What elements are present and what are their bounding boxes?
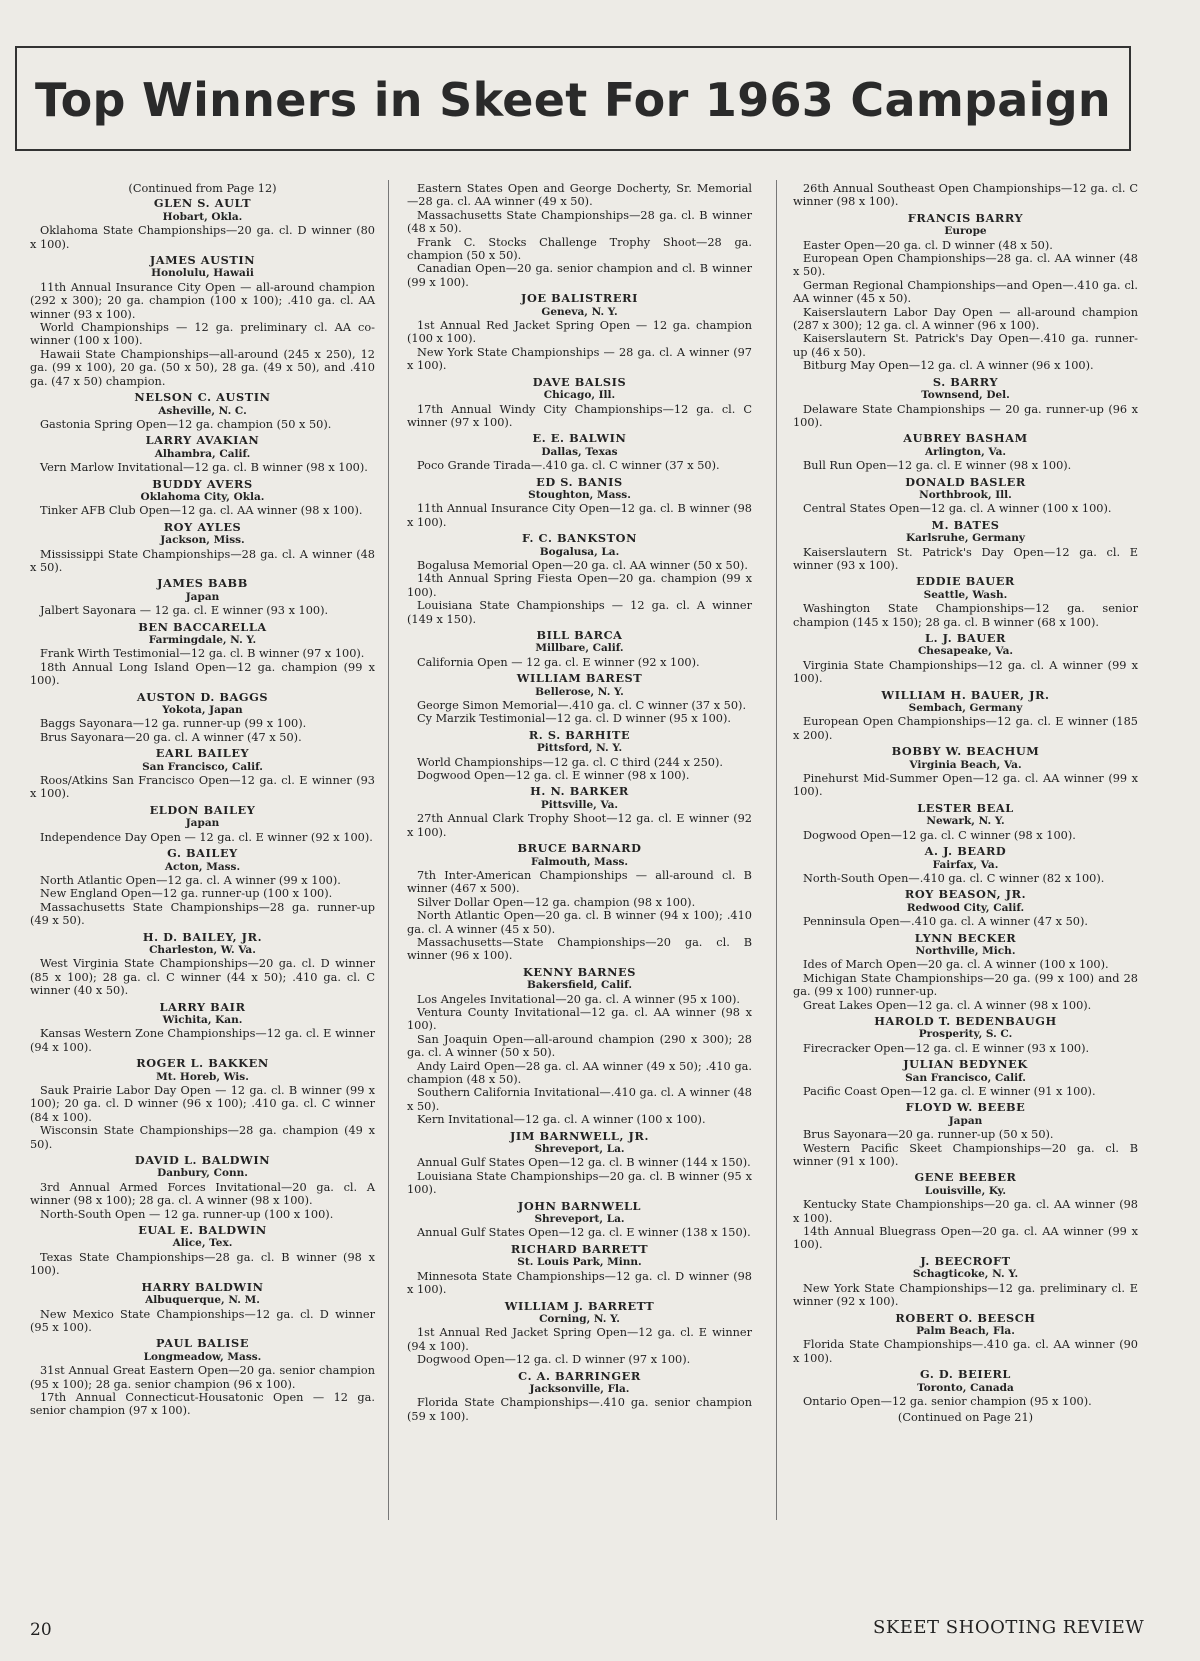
winner-location: Charleston, W. Va. [149, 943, 256, 956]
winner-record: North-South Open — 12 ga. runner-up (100 x 100). [40, 1207, 334, 1221]
winner-location: Honolulu, Hawaii [151, 267, 254, 280]
winner-location: Japan [185, 817, 220, 830]
winner-record: Massachusetts—State Championships—20 ga. cl. B winner (96 x 100). [407, 935, 752, 963]
winner-record: Ventura County Invitational—12 ga. cl. AA winner (98 x 100). [407, 1005, 752, 1033]
winner-record: Silver Dollar Open—12 ga. champion (98 x 100). [417, 895, 696, 909]
page-number: 20 [30, 1620, 52, 1640]
winner-entry [30, 747, 375, 801]
winner-entry [407, 1200, 752, 1240]
winner-location: Sembach, Germany [908, 702, 1023, 715]
winner-record: World Championships—12 ga. cl. C third (244 x 250). [417, 755, 723, 769]
winner-name: LARRY AVAKIAN [145, 433, 260, 448]
winner-name: S. BARRY [932, 374, 999, 389]
winner-entry [30, 1224, 375, 1278]
winner-name: A. J. BEARD [924, 844, 1007, 859]
winner-entry [793, 1171, 1138, 1251]
winner-location: Danbury, Conn. [157, 1167, 248, 1180]
winner-location: Corning, N. Y. [539, 1312, 620, 1325]
winner-record: Independence Day Open — 12 ga. cl. E winner (92 x 100). [40, 830, 373, 844]
winner-record: Kentucky State Championships—20 ga. cl. AA winner (98 x 100). [793, 1198, 1138, 1225]
winner-record: Oklahoma State Championships—20 ga. cl. D winner (80 x 100). [30, 224, 375, 251]
winner-entry [793, 802, 1138, 842]
winner-name: DAVID L. BALDWIN [134, 1153, 271, 1168]
winner-record: New York State Championships—12 ga. preliminary cl. E winner (92 x 100). [793, 1281, 1138, 1309]
winner-entry [30, 391, 375, 431]
winner-location: Newark, N. Y. [926, 815, 1005, 828]
winner-record: Jalbert Sayonara — 12 ga. cl. E winner (93 x 100). [40, 604, 329, 618]
winner-location: Oklahoma City, Okla. [140, 490, 265, 503]
winner-name: BRUCE BARNARD [517, 841, 642, 856]
winner-location: Alhambra, Calif. [154, 447, 251, 460]
winner-record: 1st Annual Red Jacket Spring Open—12 ga. cl. E winner (94 x 100). [407, 1326, 752, 1353]
winner-record: Mississippi State Championships—28 ga. cl. A winner (48 x 50). [30, 547, 375, 574]
winner-name: LARRY BAIR [159, 999, 246, 1014]
winner-name: WILLIAM J. BARRETT [504, 1298, 655, 1313]
winner-record: California Open — 12 ga. cl. E winner (92 x 100). [417, 655, 700, 669]
winner-location: Falmouth, Mass. [530, 855, 629, 868]
winner-location: Jacksonville, Fla. [529, 1382, 630, 1395]
winner-record: German Regional Championships—and Open—.410 ga. cl. AA winner (45 x 50). [793, 278, 1138, 306]
winner-entry [793, 632, 1138, 686]
winner-entry [30, 691, 375, 745]
winner-record: New England Open—12 ga. runner-up (100 x 100). [40, 887, 333, 901]
winner-location: Longmeadow, Mass. [143, 1350, 262, 1363]
winner-record: Dogwood Open—12 ga. cl. D winner (97 x 100). [417, 1353, 691, 1367]
winner-entry [407, 1130, 752, 1197]
winner-name: G. BAILEY [167, 846, 238, 861]
winner-entry [793, 432, 1138, 472]
winner-name: WILLIAM H. BAUER, JR. [881, 687, 1050, 702]
winner-record: 11th Annual Insurance City Open—12 ga. cl. B winner (98 x 100). [407, 502, 752, 529]
winner-record: Kaiserslautern St. Patrick's Day Open—.410 ga. runner-up (46 x 50). [793, 332, 1138, 359]
winner-record: Brus Sayonara—20 ga. runner-up (50 x 50). [803, 1128, 1054, 1142]
winner-location: Albuquerque, N. M. [145, 1294, 260, 1307]
winner-record: European Open Championships—28 ga. cl. AA winner (48 x 50). [793, 252, 1138, 279]
winner-record: Frank Wirth Testimonial—12 ga. cl. B winner (97 x 100). [40, 647, 365, 661]
winner-location: St. Louis Park, Minn. [517, 1256, 642, 1269]
winner-record: San Joaquin Open—all-around champion (290 x 300); 28 ga. cl. A winner (50 x 50). [407, 1032, 752, 1060]
winner-record: Massachusetts State Championships—28 ga. cl. B winner (48 x 50). [407, 208, 752, 236]
winner-name: ELDON BAILEY [149, 802, 256, 817]
winner-name: PAUL BALISE [155, 1336, 250, 1351]
winner-name: BOBBY W. BEACHUM [891, 744, 1040, 759]
winner-entry [30, 1057, 375, 1151]
winner-location: Jackson, Miss. [160, 534, 245, 547]
winner-entry [793, 888, 1138, 928]
winner-name: M. BATES [931, 517, 1000, 532]
winner-name: C. A. BARRINGER [518, 1368, 641, 1383]
winner-location: Wichita, Kan. [162, 1013, 243, 1026]
winner-record: Washington State Championships—12 ga. senior champion (145 x 150); 28 ga. cl. B winner (68 x 100). [793, 602, 1138, 629]
winner-location: Seattle, Wash. [923, 588, 1008, 601]
winner-location: Virginia Beach, Va. [909, 758, 1022, 771]
winner-entry [793, 182, 1138, 209]
winner-name: AUBREY BASHAM [903, 431, 1028, 446]
winner-record: Annual Gulf States Open—12 ga. cl. E winner (138 x 150). [417, 1226, 751, 1240]
winner-location: Millbare, Calif. [535, 642, 624, 655]
winner-location: Pittsville, Va. [540, 798, 619, 811]
winner-record: Kaiserslautern Labor Day Open — all-around champion (287 x 300); 12 ga. cl. A winner (96 x 100). [793, 305, 1138, 333]
winner-location: Mt. Horeb, Wis. [156, 1070, 249, 1083]
winner-record: Delaware State Championships — 20 ga. runner-up (96 x 100). [793, 402, 1138, 429]
winner-record: Brus Sayonara—20 ga. cl. A winner (47 x 50). [40, 730, 302, 744]
winner-record: West Virginia State Championships—20 ga. cl. D winner (85 x 100); 28 ga. cl. C winner (44 x 50); .410 ga. cl. C winner (40 x 50). [30, 957, 375, 998]
winner-record: 3rd Annual Armed Forces Invitational—20 ga. cl. A winner (98 x 100); 28 ga. cl. A winner (98 x 100). [30, 1180, 375, 1208]
winner-record: Bitburg May Open—12 ga. cl. A winner (96 x 100). [803, 359, 1094, 373]
winner-entry [30, 1154, 375, 1221]
winner-record: Sauk Prairie Labor Day Open — 12 ga. cl. B winner (99 x 100); 20 ga. cl. D winner (96 x 100); .410 ga. cl. C winner (84 x 100). [30, 1084, 375, 1124]
winner-name: LESTER BEAL [917, 800, 1014, 815]
winner-name: R. S. BARHITE [528, 727, 631, 742]
winner-name: EARL BAILEY [155, 746, 250, 761]
winner-name: ED S. BANIS [536, 474, 623, 489]
winner-entry [30, 434, 375, 474]
winner-entry [407, 476, 752, 530]
winner-entry [407, 629, 752, 669]
winner-record: Pinehurst Mid-Summer Open—12 ga. cl. AA winner (99 x 100). [793, 772, 1138, 799]
winner-name: BEN BACCARELLA [138, 619, 267, 634]
winner-location: Bellerose, N. Y. [535, 685, 624, 698]
winner-location: Bakersfield, Calif. [527, 979, 632, 992]
winner-entry [407, 292, 752, 372]
winner-record: Minnesota State Championships—12 ga. cl. D winner (98 x 100). [407, 1269, 752, 1297]
winner-entry [407, 432, 752, 472]
winner-location: Japan [948, 1114, 983, 1127]
winner-record: North-South Open—.410 ga. cl. C winner (82 x 100). [803, 871, 1105, 885]
winner-location: Chicago, Ill. [543, 389, 616, 402]
winner-name: DONALD BASLER [905, 474, 1026, 489]
column-2 [407, 182, 752, 1426]
winner-entry [30, 1337, 375, 1417]
winner-location: Palm Beach, Fla. [916, 1324, 1015, 1337]
winner-record: Gastonia Spring Open—12 ga. champion (50 x 50). [40, 417, 332, 431]
winner-entry [30, 1281, 375, 1335]
winner-record: Penninsula Open—.410 ga. cl. A winner (47 x 50). [803, 915, 1088, 929]
winner-entry [407, 532, 752, 626]
winner-record: Vern Marlow Invitational—12 ga. cl. B winner (98 x 100). [40, 461, 368, 475]
winner-record: Baggs Sayonara—12 ga. runner-up (99 x 100). [40, 717, 307, 731]
winner-name: F. C. BANKSTON [522, 531, 637, 546]
winner-name: HARRY BALDWIN [141, 1279, 264, 1294]
winner-record: Hawaii State Championships—all-around (245 x 250), 12 ga. (99 x 100), 20 ga. (50 x 50), 28 ga. (49 x 50), and .410 ga. (47 x 50) champion. [30, 347, 375, 388]
winner-record: Annual Gulf States Open—12 ga. cl. B winner (144 x 150). [417, 1156, 751, 1170]
winner-record: 17th Annual Connecticut-Housatonic Open — 12 ga. senior champion (97 x 100). [30, 1390, 375, 1418]
winner-name: ROBERT O. BEESCH [895, 1310, 1036, 1325]
winner-name: JOE BALISTRERI [521, 291, 638, 306]
winner-record: 31st Annual Great Eastern Open—20 ga. senior champion (95 x 100); 28 ga. senior champion (96 x 100). [30, 1364, 375, 1391]
winner-name: RICHARD BARRETT [510, 1241, 649, 1256]
winner-entry [30, 804, 375, 844]
winner-name: HAROLD T. BEDENBAUGH [874, 1013, 1057, 1028]
continued-from-note: (Continued from Page 12) [128, 182, 277, 195]
winner-entry [793, 575, 1138, 629]
winner-location: Europe [944, 225, 987, 238]
winner-record: Bogalusa Memorial Open—20 ga. cl. AA winner (50 x 50). [417, 558, 748, 572]
winner-name: G. D. BEIERL [920, 1367, 1011, 1382]
winner-record: World Championships — 12 ga. preliminary cl. AA co-winner (100 x 100). [30, 321, 375, 348]
winner-entry [407, 376, 752, 430]
winner-location: Redwood City, Calif. [906, 901, 1025, 914]
winner-entry [793, 376, 1138, 430]
winner-location: Yokota, Japan [162, 704, 243, 717]
winner-name: WILLIAM BAREST [516, 671, 643, 686]
winner-name: AUSTON D. BAGGS [136, 689, 269, 704]
winner-entry [793, 1312, 1138, 1366]
winner-record: Florida State Championships—.410 ga. cl. AA winner (90 x 100). [793, 1338, 1138, 1365]
winner-entry [407, 842, 752, 963]
winner-entry [407, 1300, 752, 1367]
column-1 [30, 182, 375, 1421]
winner-location: Shreveport, La. [534, 1143, 625, 1156]
winner-location: Louisville, Ky. [924, 1184, 1007, 1197]
winner-record: Poco Grande Tirada—.410 ga. cl. C winner (37 x 50). [417, 459, 720, 473]
winner-location: Shreveport, La. [534, 1213, 625, 1226]
winner-location: Northville, Mich. [915, 944, 1016, 957]
winner-entry [407, 966, 752, 1127]
winner-entry [793, 932, 1138, 1012]
winner-location: Bogalusa, La. [539, 545, 620, 558]
winner-entry [30, 931, 375, 998]
winner-entry [793, 845, 1138, 885]
winner-name: ROGER L. BAKKEN [136, 1056, 269, 1071]
winner-entry [407, 182, 752, 289]
publication-name: SKEET SHOOTING REVIEW [873, 1617, 1145, 1638]
winner-entry [30, 847, 375, 927]
winner-name: GENE BEEBER [914, 1170, 1017, 1185]
winner-entry [793, 519, 1138, 573]
winner-record: Western Pacific Skeet Championships—20 ga. cl. B winner (91 x 100). [793, 1141, 1138, 1169]
column-divider [388, 180, 389, 1520]
winner-record: Virginia State Championships—12 ga. cl. A winner (99 x 100). [793, 658, 1138, 686]
winner-name: H. N. BARKER [530, 784, 629, 799]
winner-location: Japan [185, 590, 220, 603]
winner-location: Arlington, Va. [924, 445, 1007, 458]
winner-entry [793, 745, 1138, 799]
winner-entry [407, 729, 752, 783]
winner-name: FLOYD W. BEEBE [905, 1100, 1026, 1115]
winner-record: Dogwood Open—12 ga. cl. E winner (98 x 100). [417, 769, 690, 783]
winner-record: 26th Annual Southeast Open Championships—12 ga. cl. C winner (98 x 100). [793, 182, 1138, 209]
winner-record: Central States Open—12 ga. cl. A winner (100 x 100). [803, 502, 1112, 516]
winner-record: New Mexico State Championships—12 ga. cl. D winner (95 x 100). [30, 1307, 375, 1334]
winner-location: Farmingdale, N. Y. [148, 634, 257, 646]
winner-location: Schagticoke, N. Y. [912, 1268, 1019, 1281]
winner-record: 14th Annual Bluegrass Open—20 ga. cl. AA winner (99 x 100). [793, 1225, 1138, 1252]
winner-entry [407, 785, 752, 839]
title-box [15, 46, 1131, 151]
winner-record: 14th Annual Spring Fiesta Open—20 ga. champion (99 x 100). [407, 572, 752, 599]
winner-record: Michigan State Championships—20 ga. (99 x 100) and 28 ga. (99 x 100) runner-up. [793, 971, 1138, 999]
winner-record: Firecracker Open—12 ga. cl. E winner (93 x 100). [803, 1041, 1090, 1055]
winner-name: GLEN S. AULT [153, 196, 252, 211]
winner-location: Dallas, Texas [541, 445, 618, 458]
winner-entry [793, 1101, 1138, 1168]
winner-record: Southern California Invitational—.410 ga. cl. A winner (48 x 50). [407, 1086, 752, 1113]
winner-location: Geneva, N. Y. [541, 305, 618, 318]
winner-location: San Francisco, Calif. [142, 760, 263, 773]
winner-name: ROY BEASON, JR. [904, 887, 1027, 902]
winner-record: Massachusetts State Championships—28 ga. runner-up (49 x 50). [30, 900, 375, 928]
winner-record: 11th Annual Insurance City Open — all-around champion (292 x 300); 20 ga. champion (100 x 100); .410 ga. cl. AA winner (93 x 100). [30, 280, 375, 321]
winner-record: Los Angeles Invitational—20 ga. cl. A winner (95 x 100). [417, 992, 741, 1006]
winner-location: Karlsruhe, Germany [906, 532, 1025, 545]
winner-record: Roos/Atkins San Francisco Open—12 ga. cl. E winner (93 x 100). [30, 774, 375, 801]
winner-entry [30, 577, 375, 617]
winner-name: NELSON C. AUSTIN [134, 390, 271, 405]
winner-entry [30, 521, 375, 575]
winner-entry [407, 1370, 752, 1424]
winner-record: European Open Championships—12 ga. cl. E winner (185 x 200). [793, 715, 1138, 742]
winner-record: 1st Annual Red Jacket Spring Open — 12 ga. champion (100 x 100). [407, 319, 752, 346]
winner-entry [30, 1001, 375, 1055]
winner-location: Northbrook, Ill. [919, 488, 1012, 501]
winner-location: Asheville, N. C. [158, 404, 247, 417]
winner-record: Kansas Western Zone Championships—12 ga. cl. E winner (94 x 100). [30, 1027, 375, 1054]
winner-record: Texas State Championships—28 ga. cl. B winner (98 x 100). [30, 1250, 375, 1278]
winner-record: Louisiana State Championships—20 ga. cl. B winner (95 x 100). [407, 1169, 752, 1197]
winner-name: JAMES AUSTIN [149, 253, 256, 268]
winner-entry [793, 212, 1138, 373]
winner-record: Wisconsin State Championships—28 ga. champion (49 x 50). [30, 1124, 375, 1151]
winner-location: Fairfax, Va. [932, 858, 999, 871]
winner-location: Chesapeake, Va. [917, 645, 1014, 658]
winner-entry [793, 1368, 1138, 1408]
winner-name: LYNN BECKER [914, 930, 1017, 945]
winner-entry [30, 478, 375, 518]
winner-record: Frank C. Stocks Challenge Trophy Shoot—28 ga. champion (50 x 50). [407, 235, 752, 263]
winner-record: Tinker AFB Club Open—12 ga. cl. AA winner (98 x 100). [40, 504, 363, 518]
winner-record: North Atlantic Open—20 ga. cl. B winner (94 x 100); .410 ga. cl. A winner (45 x 50). [407, 909, 752, 936]
continued-on-note: (Continued on Page 21) [897, 1411, 1034, 1425]
winner-entry [30, 254, 375, 388]
winner-name: BUDDY AVERS [152, 476, 253, 491]
winner-record: Bull Run Open—12 ga. cl. E winner (98 x 100). [803, 459, 1072, 473]
page-title: Top Winners in Skeet For 1963 Campaign [35, 73, 1111, 127]
winner-entry [793, 1058, 1138, 1098]
winner-entry [30, 197, 375, 251]
winner-entry [793, 1255, 1138, 1309]
winner-record: Ontario Open—12 ga. senior champion (95 x 100). [803, 1394, 1092, 1408]
winner-name: ROY AYLES [163, 519, 242, 534]
winner-record: North Atlantic Open—12 ga. cl. A winner (99 x 100). [40, 873, 341, 887]
winner-name: E. E. BALWIN [532, 431, 627, 446]
winner-record: Eastern States Open and George Docherty, Sr. Memorial—28 ga. cl. AA winner (49 x 50). [407, 182, 752, 209]
winner-record: Great Lakes Open—12 ga. cl. A winner (98 x 100). [803, 998, 1092, 1012]
winner-name: BILL BARCA [536, 628, 623, 642]
winner-record: 7th Inter-American Championships — all-around cl. B winner (467 x 500). [407, 868, 752, 896]
column-divider [776, 180, 777, 1520]
winner-name: H. D. BAILEY, JR. [142, 929, 263, 944]
winner-location: Pittsford, N. Y. [536, 742, 623, 755]
winner-record: Easter Open—20 ga. cl. D winner (48 x 50). [803, 238, 1053, 252]
winner-entry [793, 476, 1138, 516]
winner-name: J. BEECROFT [920, 1253, 1011, 1268]
winner-name: L. J. BAUER [925, 631, 1006, 645]
winner-name: JOHN BARNWELL [517, 1198, 642, 1213]
winner-location: Prosperity, S. C. [918, 1028, 1013, 1041]
winner-record: Louisiana State Championships — 12 ga. cl. A winner (149 x 150). [407, 599, 752, 626]
winner-location: Stoughton, Mass. [528, 488, 631, 501]
winner-record: 17th Annual Windy City Championships—12 ga. cl. C winner (97 x 100). [407, 402, 752, 429]
winner-record: New York State Championships — 28 ga. cl. A winner (97 x 100). [407, 345, 752, 373]
winner-location: Toronto, Canada [917, 1381, 1014, 1394]
winner-record: Canadian Open—20 ga. senior champion and cl. B winner (99 x 100). [407, 262, 752, 289]
winner-name: KENNY BARNES [522, 964, 637, 979]
winner-entry [793, 689, 1138, 743]
winner-record: Florida State Championships—.410 ga. senior champion (59 x 100). [407, 1396, 752, 1423]
winner-record: George Simon Memorial—.410 ga. cl. C winner (37 x 50). [417, 699, 747, 713]
winner-location: Townsend, Del. [921, 389, 1010, 402]
winner-record: 18th Annual Long Island Open—12 ga. champion (99 x 100). [30, 660, 375, 688]
winner-location: Hobart, Okla. [162, 210, 243, 223]
winner-record: Kern Invitational—12 ga. cl. A winner (100 x 100). [417, 1113, 706, 1127]
winner-record: Dogwood Open—12 ga. cl. C winner (98 x 100). [803, 828, 1076, 842]
winner-location: Alice, Tex. [172, 1237, 233, 1250]
winner-entry [793, 1015, 1138, 1055]
winner-name: EUAL E. BALDWIN [138, 1223, 267, 1238]
winner-name: JAMES BABB [157, 576, 248, 591]
winner-name: DAVE BALSIS [532, 374, 627, 389]
winner-name: JULIAN BEDYNEK [903, 1057, 1028, 1072]
winner-record: Ides of March Open—20 ga. cl. A winner (100 x 100). [803, 958, 1109, 972]
winner-location: San Francisco, Calif. [905, 1071, 1026, 1084]
winner-name: JIM BARNWELL, JR. [509, 1128, 649, 1143]
winner-record: Cy Marzik Testimonial—12 ga. cl. D winner (95 x 100). [417, 712, 731, 726]
winner-entry [30, 621, 375, 688]
winner-name: FRANCIS BARRY [907, 210, 1024, 225]
winner-record: Andy Laird Open—28 ga. cl. AA winner (49 x 50); .410 ga. champion (48 x 50). [407, 1059, 752, 1086]
winner-name: EDDIE BAUER [916, 574, 1015, 589]
winner-record: Kaiserslautern St. Patrick's Day Open—12 ga. cl. E winner (93 x 100). [793, 545, 1138, 572]
winner-entry [407, 672, 752, 726]
column-3 [793, 182, 1138, 1425]
winner-location: Acton, Mass. [164, 860, 241, 873]
winner-record: Pacific Coast Open—12 ga. cl. E winner (91 x 100). [803, 1085, 1096, 1098]
winner-entry [407, 1243, 752, 1297]
winner-record: 27th Annual Clark Trophy Shoot—12 ga. cl. E winner (92 x 100). [407, 812, 752, 839]
